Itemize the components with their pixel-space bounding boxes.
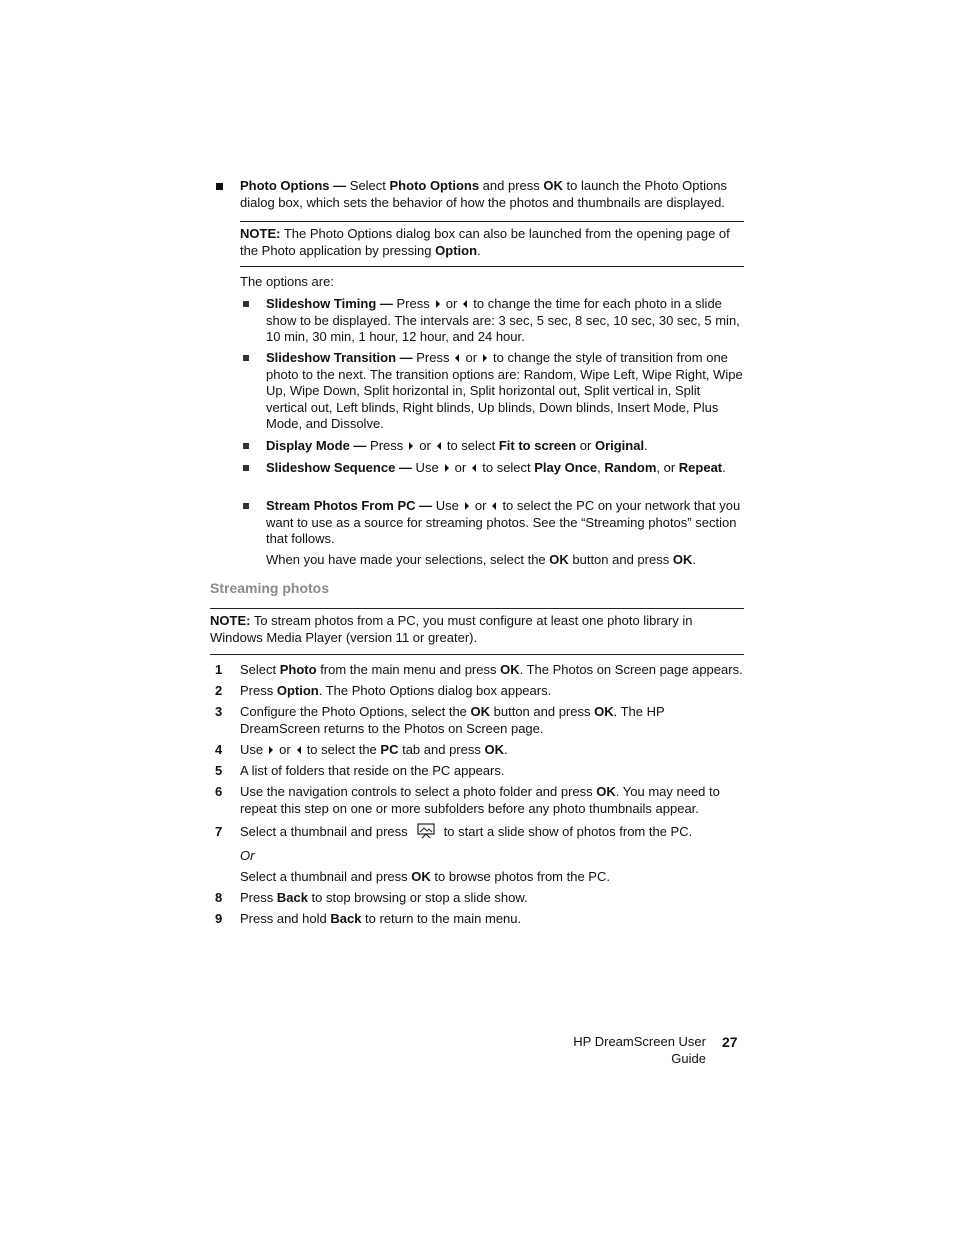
option-stream-photos: Stream Photos From PC — Use or to select the PC on your network that you want to use as a source for streaming photos. See the “Streaming photos” section that follows. <box>266 498 741 546</box>
slideshow-icon <box>416 823 436 839</box>
step-number: 1 <box>215 662 223 677</box>
step-number: 4 <box>215 742 223 757</box>
right-arrow-icon <box>409 442 413 450</box>
option-slideshow-sequence: Slideshow Sequence — Use or to select Play Once, Random, or Repeat. <box>266 460 726 475</box>
step-7: Select a thumbnail and press to start a slide show of photos from the PC. <box>240 824 693 839</box>
step-number: 7 <box>215 824 223 839</box>
option-display-mode: Display Mode — Press or to select Fit to screen or Original. <box>266 438 648 453</box>
step-number: 6 <box>215 784 223 799</box>
sub-bullet-icon <box>243 503 249 509</box>
note-top-rule <box>210 608 744 609</box>
left-arrow-icon <box>455 354 459 362</box>
step-6: Use the navigation controls to select a photo folder and press OK. You may need to repeat this step on one or more subfolders before any photo thumbnails appear. <box>240 784 720 816</box>
step-5: A list of folders that reside on the PC appears. <box>240 763 505 778</box>
left-arrow-icon <box>463 300 467 308</box>
option-slideshow-timing: Slideshow Timing — Press or to change the time for each photo in a slide show to be displayed. The intervals are: 3 sec, 5 sec, 8 sec, 10 sec, 30 sec, 5 min, 10 min, 30 min, 1 hour, 12 hour, and 24 hour. <box>266 296 740 344</box>
step-9: Press and hold Back to return to the main menu. <box>240 911 522 926</box>
note-bottom-rule <box>210 654 744 655</box>
left-arrow-icon <box>472 464 476 472</box>
step-2: Press Option. The Photo Options dialog box appears. <box>240 683 552 698</box>
note-streaming: NOTE: To stream photos from a PC, you must configure at least one photo library in Windows Media Player (version 11 or greater). <box>210 613 693 645</box>
right-arrow-icon <box>465 502 469 510</box>
step-number: 2 <box>215 683 223 698</box>
step-8: Press Back to stop browsing or stop a slide show. <box>240 890 528 905</box>
left-arrow-icon <box>437 442 441 450</box>
left-arrow-icon <box>297 746 301 754</box>
step-3: Configure the Photo Options, select the OK button and press OK. The HP DreamScreen returns to the Photos on Screen page. <box>240 704 665 736</box>
note-photo-options: NOTE: The Photo Options dialog box can also be launched from the opening page of the Photo application by pressing Option. <box>240 226 730 258</box>
step-number: 9 <box>215 911 223 926</box>
option-slideshow-transition: Slideshow Transition — Press or to change the style of transition from one photo to the next. The transition options are: Random, Wipe Left, Wipe Right, Wipe Up, Wipe Down, Split horizontal in, Split horizontal out, Split vertical in, Split vertical out, Left blinds, Right blinds, Up blinds, Down blinds, Insert Mode, Plus Mode, and Dissolve. <box>266 350 743 431</box>
step-7-alt: Select a thumbnail and press OK to browse photos from the PC. <box>240 869 610 884</box>
photo-options-paragraph: Photo Options — Select Photo Options and press OK to launch the Photo Options dialog box, which sets the behavior of how the photos and thumbnails are displayed. <box>240 178 727 210</box>
note-bottom-rule <box>240 266 744 267</box>
left-arrow-icon <box>492 502 496 510</box>
page-number: 27 <box>722 1034 738 1050</box>
right-arrow-icon <box>445 464 449 472</box>
step-number: 3 <box>215 704 223 719</box>
or-text: Or <box>240 848 255 863</box>
step-number: 8 <box>215 890 223 905</box>
sub-bullet-icon <box>243 355 249 361</box>
sub-bullet-icon <box>243 443 249 449</box>
selections-done-text: When you have made your selections, select the OK button and press OK. <box>266 552 696 567</box>
bullet-icon <box>216 183 223 190</box>
step-number: 5 <box>215 763 223 778</box>
right-arrow-icon <box>483 354 487 362</box>
section-heading: Streaming photos <box>210 580 330 596</box>
note-top-rule <box>240 221 744 222</box>
step-1: Select Photo from the main menu and press OK. The Photos on Screen page appears. <box>240 662 743 677</box>
footer-guide-title: HP DreamScreen User Guide <box>573 1034 706 1066</box>
right-arrow-icon <box>269 746 273 754</box>
sub-bullet-icon <box>243 465 249 471</box>
right-arrow-icon <box>436 300 440 308</box>
step-4: Use or to select the PC tab and press OK. <box>240 742 508 757</box>
sub-bullet-icon <box>243 301 249 307</box>
options-intro: The options are: <box>240 274 334 289</box>
